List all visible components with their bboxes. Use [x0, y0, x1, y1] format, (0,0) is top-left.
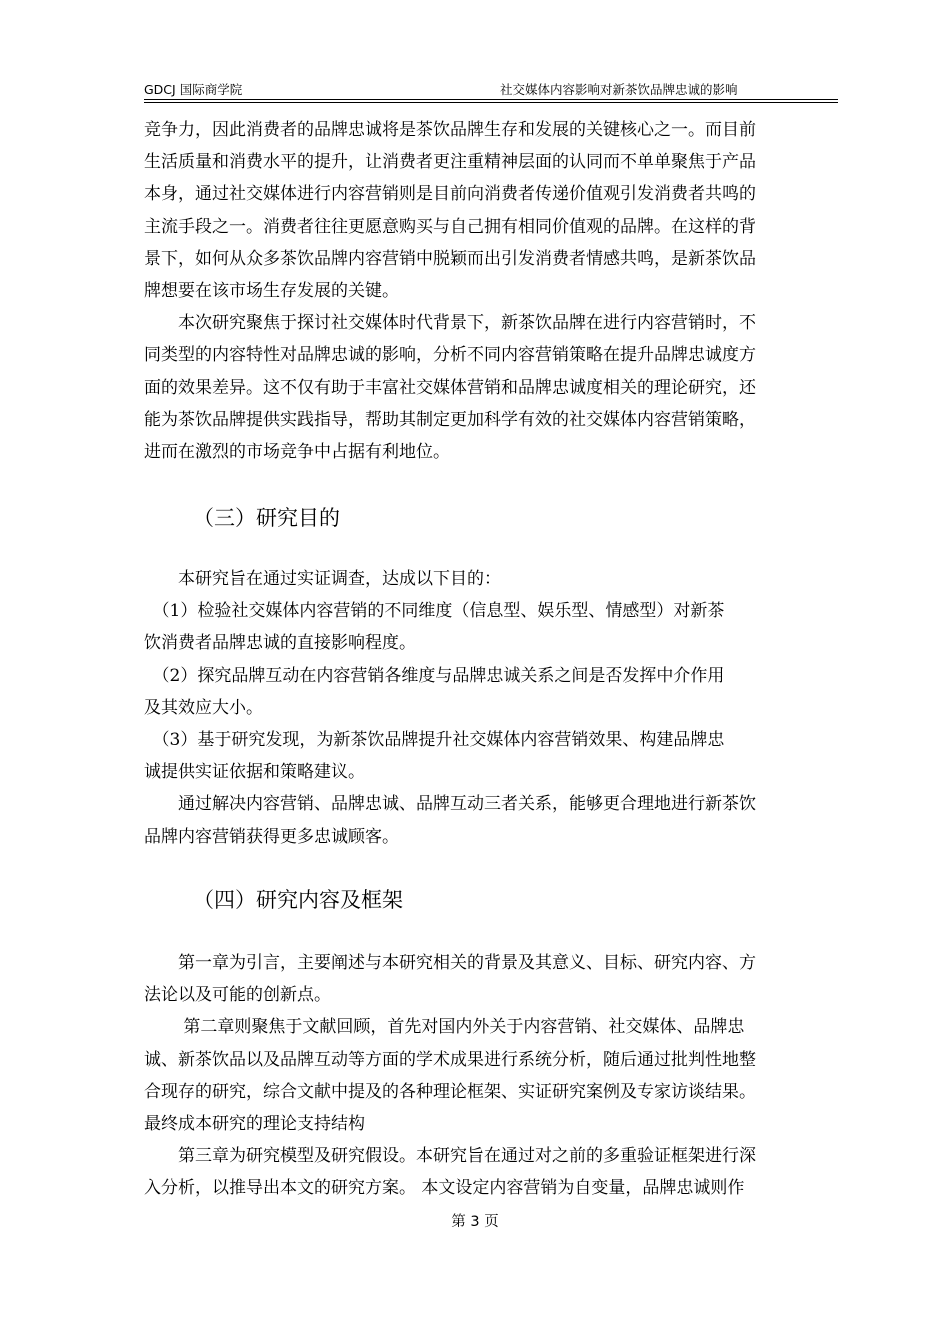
header-rule-double — [144, 102, 838, 103]
text-line: 本研究旨在通过实证调查，达成以下目的： — [144, 569, 501, 589]
text-line: （1）检验社交媒体内容营销的不同维度（信息型、娱乐型、情感型）对新茶 — [144, 601, 725, 622]
text-line: 进而在激烈的市场竞争中占据有利地位。 — [144, 441, 450, 462]
text-line: 诚、新茶饮品以及品牌互动等方面的学术成果进行系统分析，随后通过批判性地整 — [144, 1049, 756, 1070]
text-line: 品牌内容营销获得更多忠诚顾客。 — [144, 826, 399, 847]
text-line: 第三章为研究模型及研究假设。本研究旨在通过对之前的多重验证框架进行深 — [144, 1146, 756, 1167]
text-line: 第二章则聚焦于文献回顾，首先对国内外关于内容营销、社交媒体、品牌忠 — [144, 1017, 745, 1038]
text-line: 最终成本研究的理论支持结构 — [144, 1113, 365, 1134]
header-institution: GDCJ 国际商学院 — [144, 82, 243, 97]
text-line: 景下，如何从众多茶饮品牌内容营销中脱颖而出引发消费者情感共鸣，是新茶饮品 — [144, 248, 756, 269]
text-line: （3）基于研究发现，为新茶饮品牌提升社交媒体内容营销效果、构建品牌忠 — [144, 729, 725, 750]
section-heading-research-purpose: （三）研究目的 — [193, 506, 340, 530]
text-line: 本身，通过社交媒体进行内容营销则是目前向消费者传递价值观引发消费者共鸣的 — [144, 184, 756, 205]
text-line: 诚提供实证依据和策略建议。 — [144, 762, 365, 783]
text-line: 同类型的内容特性对品牌忠诚的影响，分析不同内容营销策略在提升品牌忠诚度方 — [144, 345, 756, 366]
text-line: 生活质量和消费水平的提升，让消费者更注重精神层面的认同而不单单聚焦于产品 — [144, 152, 756, 173]
text-line: 第一章为引言，主要阐述与本研究相关的背景及其意义、目标、研究内容、方 — [144, 953, 756, 973]
header-rule — [144, 99, 838, 100]
text-line: 主流手段之一。消费者往往更愿意购买与自己拥有相同价值观的品牌。在这样的背 — [144, 216, 756, 237]
text-line: 及其效应大小。 — [144, 697, 263, 718]
text-line: 饮消费者品牌忠诚的直接影响程度。 — [144, 633, 416, 654]
text-line: 能为茶饮品牌提供实践指导，帮助其制定更加科学有效的社交媒体内容营销策略， — [144, 409, 756, 430]
paragraph-block-purpose — [144, 563, 844, 853]
page-number: 第 3 页 — [451, 1214, 499, 1230]
header-thesis-title: 社交媒体内容影响对新茶饮品牌忠诚的影响 — [500, 82, 738, 97]
paragraph-block-content — [144, 947, 844, 1205]
text-line: 竞争力，因此消费者的品牌忠诚将是茶饮品牌生存和发展的关键核心之一。而目前 — [144, 120, 756, 140]
text-line: 合现存的研究，综合文献中提及的各种理论框架、实证研究案例及专家访谈结果。 — [144, 1081, 756, 1102]
text-line: 本次研究聚焦于探讨社交媒体时代背景下，新茶饮品牌在进行内容营销时，不 — [144, 313, 756, 334]
paragraph-block-background — [144, 114, 844, 468]
text-line: 通过解决内容营销、品牌忠诚、品牌互动三者关系，能够更合理地进行新茶饮 — [144, 794, 756, 815]
section-heading-research-content: （四）研究内容及框架 — [193, 888, 403, 912]
text-line: 面的效果差异。这不仅有助于丰富社交媒体营销和品牌忠诚度相关的理论研究，还 — [144, 377, 756, 398]
text-line: 牌想要在该市场生存发展的关键。 — [144, 280, 399, 301]
text-line: （2）探究品牌互动在内容营销各维度与品牌忠诚关系之间是否发挥中介作用 — [144, 665, 725, 686]
page-header — [144, 78, 838, 100]
text-line: 入分析，以推导出本文的研究方案。 本文设定内容营销为自变量，品牌忠诚则作 — [144, 1178, 745, 1199]
text-line: 法论以及可能的创新点。 — [144, 985, 331, 1006]
